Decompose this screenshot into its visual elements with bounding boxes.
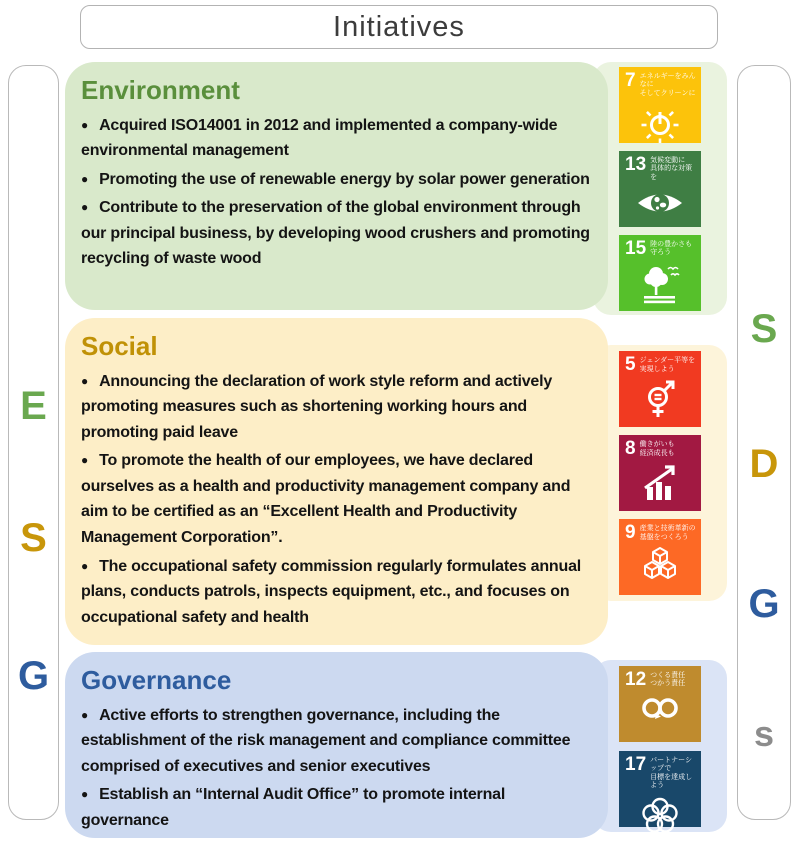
governance-sdg-panel bbox=[593, 660, 727, 832]
sdg-caption: つかう責任 bbox=[650, 680, 686, 687]
sdg-number: 7 bbox=[625, 69, 636, 91]
sdg-caption: 経済成長も bbox=[639, 449, 675, 457]
sdg-caption: 目標を達成しよう bbox=[650, 773, 693, 789]
sdg-tile-15 bbox=[619, 235, 701, 311]
sdg-caption: 陸の豊かさも bbox=[650, 240, 693, 248]
sdg8-decent-work-icon bbox=[638, 460, 682, 502]
sdg-caption: エネルギーをみんなに bbox=[639, 72, 696, 88]
bullet-icon: ● bbox=[81, 787, 89, 802]
esg-rail-left bbox=[8, 65, 59, 820]
governance-bullet: ● Establish an “Internal Audit Office” to promote internal governance bbox=[81, 786, 506, 829]
sdg-tile-12 bbox=[619, 666, 701, 742]
sdg-caption: 産業と技術革新の bbox=[639, 525, 696, 532]
sdg-number: 5 bbox=[625, 354, 636, 375]
sdg-number: 13 bbox=[625, 153, 647, 175]
sdg-number: 9 bbox=[625, 522, 636, 543]
social-sdg-panel bbox=[593, 345, 727, 601]
governance-bullet: ● Active efforts to strengthen governance, including the establishment of the risk management and compliance committee comprised of executives and senior executives bbox=[81, 706, 571, 775]
sdg15-life-on-land-icon bbox=[637, 260, 683, 304]
sdg-caption: 基盤をつくろう bbox=[639, 533, 689, 541]
governance-heading: Governance bbox=[81, 665, 232, 695]
sdg-caption: ジェンダー平等を bbox=[639, 357, 696, 364]
sdg-tile-8 bbox=[619, 435, 701, 511]
environment-bullet: ● Contribute to the preservation of the global environment through our principal business, by developing wood crushers and promoting recycling of waste wood bbox=[81, 199, 590, 268]
sdg-tile-7 bbox=[619, 67, 701, 143]
sdgs-letter-g: G bbox=[748, 582, 780, 626]
page-title-box bbox=[80, 5, 718, 49]
sdg-caption: つくる責任 bbox=[650, 671, 686, 679]
environment-bullet: ● Acquired ISO14001 in 2012 and implemented a company-wide environmental management bbox=[81, 116, 558, 160]
sdg-caption: パートナーシップで bbox=[650, 756, 693, 772]
sdg-caption: 実現しよう bbox=[639, 365, 675, 373]
environment-sdg-panel bbox=[593, 62, 727, 315]
esg-letter-g: G bbox=[17, 654, 50, 698]
social-bullet: ● Announcing the declaration of work style reform and actively promoting measures such as shortening working hours and promoting paid leave bbox=[81, 372, 553, 441]
sdg-tile-9 bbox=[619, 519, 701, 595]
sdg-caption: 気候変動に bbox=[650, 156, 686, 164]
sdg-caption: 働きがいも bbox=[639, 441, 675, 448]
sdg9-industry-innovation-icon bbox=[637, 544, 683, 584]
social-section bbox=[65, 318, 608, 645]
esg-letter-e: E bbox=[20, 384, 47, 428]
bullet-icon: ● bbox=[81, 453, 89, 468]
sdg-caption: そしてクリーンに bbox=[639, 89, 696, 97]
esg-letter-s: S bbox=[20, 516, 47, 560]
sdg-number: 15 bbox=[625, 237, 647, 259]
governance-section bbox=[65, 652, 608, 838]
sdg-tile-5 bbox=[619, 351, 701, 427]
sdg-number: 8 bbox=[625, 438, 636, 459]
bullet-icon: ● bbox=[81, 171, 89, 186]
bullet-icon: ● bbox=[81, 200, 89, 215]
sdgs-letter-d: D bbox=[749, 442, 779, 486]
social-bullet: ● To promote the health of our employees, we have declared ourselves as a health and productivity management company and aim to be certified as an “Excellent Health and Productivity Management Corporation”. bbox=[81, 452, 571, 547]
social-bullet: ● The occupational safety commission regularly formulates annual plans, conducts patrols, inspects equipment, etc., and focuses on occupational safety and health bbox=[81, 557, 582, 626]
sdgs-rail-right bbox=[737, 65, 791, 820]
bullet-icon: ● bbox=[81, 558, 89, 573]
environment-bullet: ● Promoting the use of renewable energy by solar power generation bbox=[81, 170, 590, 188]
sdgs-letter-s-small: s bbox=[753, 713, 775, 754]
sdg5-gender-equality-icon bbox=[638, 376, 682, 420]
sdg-number: 12 bbox=[625, 668, 647, 690]
social-heading: Social bbox=[81, 331, 158, 361]
sdg-tile-17 bbox=[619, 751, 701, 827]
environment-section bbox=[65, 62, 608, 310]
sdg-number: 17 bbox=[625, 753, 647, 775]
bullet-icon: ● bbox=[81, 373, 89, 388]
environment-heading: Environment bbox=[81, 75, 240, 105]
sdg13-climate-action-icon bbox=[635, 184, 685, 222]
sdg-tile-13 bbox=[619, 151, 701, 227]
sdg7-clean-energy-icon bbox=[638, 100, 682, 144]
sdg-caption: 守ろう bbox=[650, 249, 672, 256]
sdg-caption: 具体的な対策を bbox=[650, 165, 693, 181]
sdg17-partnerships-icon bbox=[637, 793, 683, 839]
bullet-icon: ● bbox=[81, 707, 89, 722]
sdg12-responsible-consumption-icon bbox=[637, 691, 683, 725]
sdgs-letter-s: S bbox=[750, 307, 778, 351]
bullet-icon: ● bbox=[81, 117, 89, 132]
page-title: Initiatives bbox=[333, 10, 465, 43]
